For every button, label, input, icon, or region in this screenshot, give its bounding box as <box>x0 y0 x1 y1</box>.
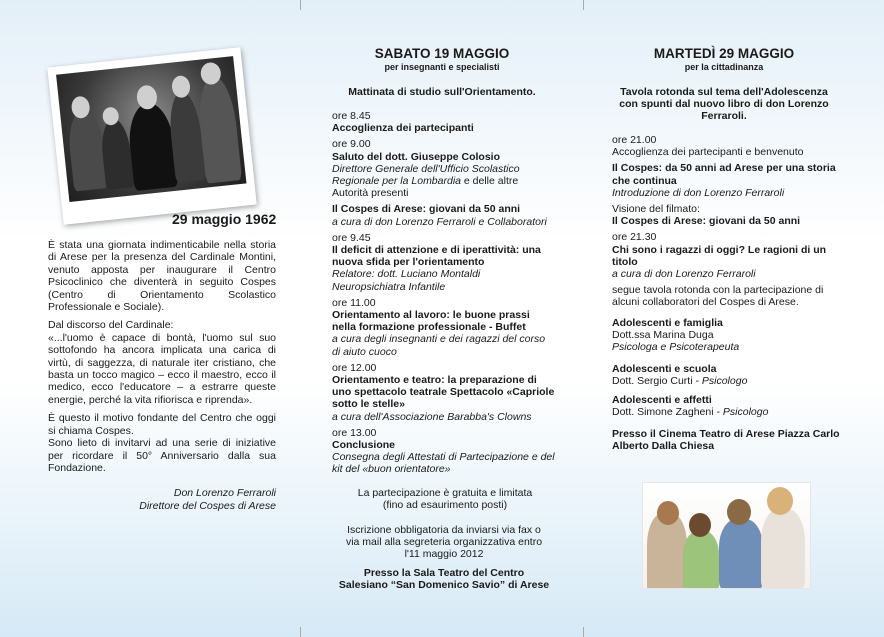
venue: Presso il Cinema Teatro di Arese Piazza Carlo Alberto Dalla Chiesa <box>612 428 840 453</box>
registration-note: Iscrizione obbligatoria da inviarsi via fax o via mail alla segreteria organizzativa entro l'11 maggio 2012 <box>345 524 543 561</box>
program-item <box>612 203 840 227</box>
program-item <box>332 203 556 227</box>
item-desc: Relatore: dott. Luciano Montaldi Neuropsichiatra Infantile <box>332 268 481 293</box>
item-desc: a cura di don Lorenzo Ferraroli e Collaboratori <box>332 215 547 228</box>
paragraph: È questo il motivo fondante del Centro che oggi si chiama Cospes. <box>48 412 276 437</box>
time: ore 11.00 <box>332 296 376 309</box>
panel <box>612 394 840 418</box>
book-title: Il Cospes: da 50 anni ad Arese per una storia che continua <box>612 162 836 187</box>
panel-topic: Adolescenti e scuola <box>612 363 717 376</box>
time: ore 12.00 <box>332 361 377 374</box>
program-list <box>612 134 840 452</box>
program-list <box>332 110 556 480</box>
paragraph: È stata una giornata indimenticabile nella storia di Arese per la presenza del Cardinale Montini, venuto apposta per inaugurare il Centro Psicoclinico che diventerà in seguito Cospes (Centro di Orientamento Scolastico Professionale e Sociale). <box>48 239 276 314</box>
item-desc: Direttore Generale dell'Ufficio Scolastico Regionale per la Lombardia <box>332 162 520 188</box>
program-item <box>332 297 556 358</box>
program-item <box>332 362 556 423</box>
item-desc: a cura dell'Associazione Barabba's Clowns <box>332 410 532 423</box>
item-desc: a cura degli insegnanti e dei ragazzi del corso di aiuto cuoco <box>332 333 546 358</box>
time: ore 9.00 <box>332 138 371 151</box>
crop-mark <box>583 627 584 637</box>
panel-person: Dott.ssa Marina Duga <box>612 328 714 341</box>
lead-text: Mattinata di studio sull'Orientamento. <box>348 86 536 98</box>
program-item <box>332 427 556 476</box>
crop-mark <box>583 0 584 10</box>
welcome: Accoglienza dei partecipanti e benvenuto <box>612 146 804 159</box>
participation-note: La partecipazione è gratuita e limitata (fino ad esaurimento posti) <box>357 487 533 512</box>
item-desc-extra: e delle altre Autorità presenti <box>332 175 519 200</box>
audience: per la cittadinanza <box>684 62 764 72</box>
item-desc: Consegna degli Attestati di Partecipazione e del kit del «buon orientatore» <box>332 451 555 476</box>
lead-text: Tavola rotonda sul tema dell'Adolescenza con spunti dal nuovo libro di don Lorenzo Ferraroli. <box>619 86 829 123</box>
photo-caption: 29 maggio 1962 <box>172 211 277 227</box>
crop-mark <box>300 0 301 10</box>
program-item <box>612 162 840 199</box>
quote: «...l'uomo è capace di bontà, l'uomo sul suo sottofondo ha ancora implicata una carica di virtù, di saggezza, di naturale iter cristiano, che basta un tocco magico – ecco il maestro, ecco il medico, ecco l'educatore – a estrarre queste energie, perché la vita rifiorisca e riprenda». <box>48 331 276 406</box>
time: ore 8.45 <box>332 110 371 122</box>
panel <box>612 317 840 354</box>
panel-topic: Adolescenti e famiglia <box>612 316 723 329</box>
paragraph: Dal discorso del Cardinale: <box>48 319 174 332</box>
panel-topic: Adolescenti e affetti <box>612 393 712 406</box>
panel-role: Psicologo <box>701 375 748 388</box>
item-title: Il Cospes di Arese: giovani da 50 anni <box>332 203 521 216</box>
talk-title: Chi sono i ragazzi di oggi? Le ragioni di un titolo <box>612 243 827 268</box>
venue: Presso la Sala Teatro del Centro Salesiano “San Domenico Savio” di Arese <box>338 567 550 592</box>
panel-role: Psicologa e Psicoterapeuta <box>612 341 740 354</box>
time: ore 13.00 <box>332 426 377 439</box>
roundtable-note: segue tavola rotonda con la partecipazione di alcuni collaboratori del Cospes di Arese. <box>612 284 824 309</box>
panel <box>612 363 840 387</box>
day-title: MARTEDÌ 29 MAGGIO <box>653 46 795 61</box>
signature-name: Don Lorenzo Ferraroli <box>173 487 276 499</box>
panel-role: Psicologo <box>722 405 769 418</box>
item-title: Saluto del dott. Giuseppe Colosio <box>332 150 501 163</box>
film-title: Il Cospes di Arese: giovani da 50 anni <box>612 215 801 228</box>
day-title: SABATO 19 MAGGIO <box>374 46 510 61</box>
item-title: Conclusione <box>332 439 396 452</box>
saturday-column <box>330 0 554 637</box>
historic-photo <box>47 47 256 224</box>
panel-person: Dott. Sergio Curti - <box>612 375 702 388</box>
audience: per insegnanti e specialisti <box>384 62 500 72</box>
item-title: Orientamento al lavoro: le buone prassi nella formazione professionale - Buffet <box>332 309 530 334</box>
item-title: Il deficit di attenzione e di iperattività: una nuova sfida per l'orientamento <box>332 244 541 269</box>
program-item <box>332 138 556 199</box>
item-title: Accoglienza dei partecipanti <box>332 122 474 135</box>
time: ore 21.00 <box>612 134 657 146</box>
teenagers-photo <box>642 482 811 589</box>
book-intro: Introduzione di don Lorenzo Ferraroli <box>612 186 785 199</box>
crop-mark <box>300 627 301 637</box>
talk-by: a cura di don Lorenzo Ferraroli <box>612 268 756 281</box>
program-item <box>612 231 840 280</box>
signature <box>48 487 276 513</box>
time: ore 21.30 <box>612 231 657 244</box>
signature-role: Direttore del Cospes di Arese <box>139 500 276 512</box>
film-label: Visione del filmato: <box>612 203 700 216</box>
paragraph: Sono lieto di invitarvi ad una serie di iniziative per ricordare il 50° Anniversario dalla sua Fondazione. <box>48 437 276 474</box>
item-title: Orientamento e teatro: la preparazione di uno spettacolo teatrale Spettacolo «Capriole sotto le stelle» <box>332 374 555 411</box>
intro-text <box>48 239 276 480</box>
program-item <box>332 232 556 293</box>
time: ore 9.45 <box>332 231 371 244</box>
program-item <box>612 134 840 158</box>
program-item <box>332 110 556 134</box>
panel-person: Dott. Simone Zagheni - <box>612 405 723 418</box>
